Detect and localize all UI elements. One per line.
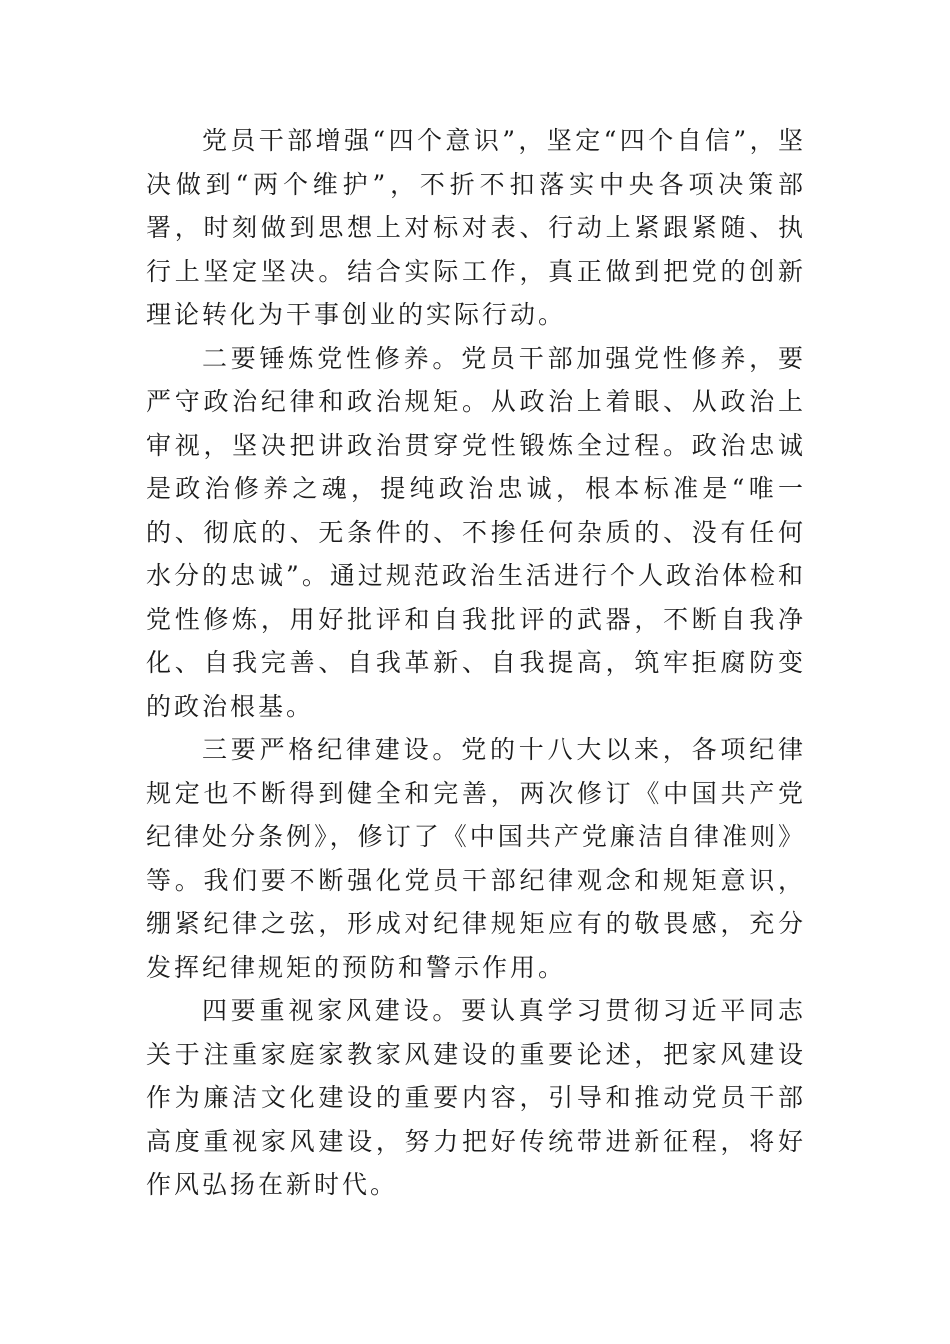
paragraph-political-loyalty: 党员干部增强“四个意识”，坚定“四个自信”，坚决做到“两个维护”，不折不扣落实中央各项决策部署，时刻做到思想上对标对表、行动上紧跟紧随、执行上坚定坚决。结合实际工作，真正做到把党的创新理论转化为干事创业的实际行动。 — [146, 126, 806, 329]
document-body — [146, 119, 806, 1207]
paragraph-family-tradition: 四要重视家风建设。要认真学习贯彻习近平同志关于注重家庭家教家风建设的重要论述，把家风建设作为廉洁文化建设的重要内容，引导和推动党员干部高度重视家风建设，努力把好传统带进新征程，将好作风弘扬在新时代。 — [146, 996, 806, 1199]
paragraph-discipline: 三要严格纪律建设。党的十八大以来，各项纪律规定也不断得到健全和完善，两次修订《中国共产党纪律处分条例》，修订了《中国共产党廉洁自律准则》等。我们要不断强化党员干部纪律观念和规矩意识，绷紧纪律之弦，形成对纪律规矩应有的敬畏感，充分发挥纪律规矩的预防和警示作用。 — [146, 735, 806, 982]
paragraph-party-spirit: 二要锤炼党性修养。党员干部加强党性修养，要严守政治纪律和政治规矩。从政治上着眼、从政治上审视，坚决把讲政治贯穿党性锻炼全过程。政治忠诚是政治修养之魂，提纯政治忠诚，根本标准是“唯一的、彻底的、无条件的、不掺任何杂质的、没有任何水分的忠诚”。通过规范政治生活进行个人政治体检和党性修炼，用好批评和自我批评的武器，不断自我净化、自我完善、自我革新、自我提高，筑牢拒腐防变的政治根基。 — [146, 343, 806, 721]
